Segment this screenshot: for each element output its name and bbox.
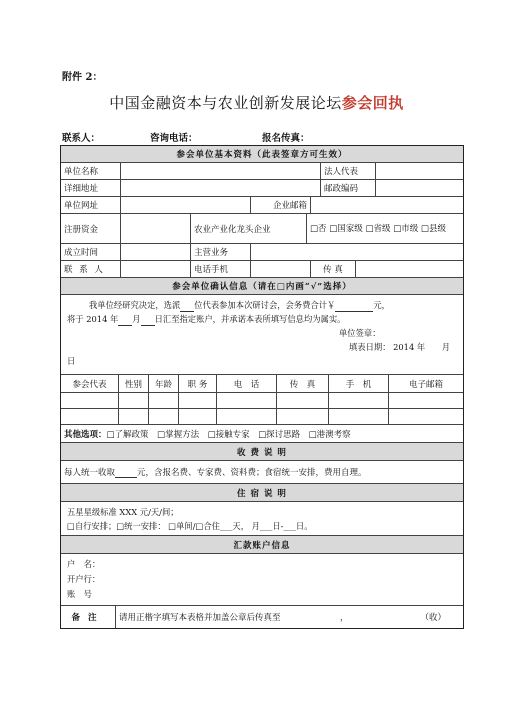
contact-person-label: 联系人： [62,133,101,144]
agri-leader-label: 农业产业化龙头企业 [191,214,307,243]
col-position: 职 务 [179,375,217,392]
account-name-label: 户 名： [67,559,101,569]
col-rep: 参会代表 [61,375,119,392]
fax-label: 报名传真： [262,133,310,144]
legal-rep-field[interactable] [376,163,463,179]
legal-rep-label: 法人代表 [321,163,376,179]
other-options-label: 其他选项： [64,429,107,440]
consult-phone-label: 咨询电话： [150,133,198,144]
col-age: 年龄 [149,375,179,392]
col-mobile: 手 机 [329,375,389,392]
remark-label: 备注 [61,606,116,628]
table-row [61,409,463,425]
section-fee-header: 收 费 说 明 [61,443,463,460]
email-field[interactable] [311,197,463,213]
website-field[interactable] [121,197,251,213]
contact-person-cell-label: 联 系 人 [61,261,121,277]
col-gender: 性别 [119,375,149,392]
capital-label: 注册资金 [61,214,121,243]
page-title [0,92,513,113]
fee-text: 每人统一收取 元，含报名费、专家费、资料费；食宿统一安排，费用自理。 [64,468,367,478]
title-highlight: 参会回执 [341,94,404,112]
unit-name-label: 单位名称 [61,163,121,179]
main-business-label: 主营业务 [191,244,251,260]
confirm-block [61,295,463,374]
sign-line: 单位签章： [339,328,381,338]
other-options[interactable] [61,425,463,442]
registration-form [60,145,464,629]
mobile-label: 电话手机 [191,261,251,277]
contact-person-field[interactable] [121,261,191,277]
main-business-field[interactable] [251,244,463,260]
other-options-list[interactable]: □了解政策 □掌握方法 □接触专家 □探讨思路 □港澳考察 [106,429,351,440]
confirm-line-1: 我单位经研究决定，选派 位代表参加本次研讨会，会务费合计￥ 元， [89,300,390,310]
title-main: 中国金融资本与农业创新发展论坛 [109,94,342,112]
email-label: 企业邮箱 [251,197,311,213]
date-day-line: 日 [67,356,76,366]
website-label: 单位网址 [61,197,121,213]
unit-name-field[interactable] [121,163,321,179]
lodging-options[interactable]: □自行安排；□统一安排： □单间/□合住___天， 月___日-___日。 [67,521,313,531]
address-label: 详细地址 [61,180,121,196]
col-email: 电子邮箱 [408,379,443,390]
bank-label: 开户行： [67,574,101,584]
section-basic-header: 参会单位基本资料（此表签章方可生效） [61,146,463,162]
confirm-line-2: 将于 2014 年 月 日汇至指定账户，并承诺本表所填写信息均为属实。 [67,314,346,324]
mobile-field[interactable] [251,261,311,277]
col-fax: 传 真 [277,375,329,392]
capital-field[interactable] [121,214,191,243]
lodging-block[interactable] [61,502,463,535]
account-number-label: 账 号 [67,589,92,599]
col-phone: 电 话 [217,375,277,392]
fax-cell-label: 传 真 [311,261,356,277]
section-lodging-header: 住 宿 说 明 [61,484,463,501]
founded-field[interactable] [121,244,191,260]
lodging-standard: 五星星级标准 XXX 元/天/间； [67,507,179,517]
postcode-field[interactable] [376,180,463,196]
postcode-label: 邮政编码 [321,180,376,196]
agri-leader-options[interactable]: □否 □国家级 □省级 □市级 □县级 [310,223,446,234]
remark-text: 请用正楷字填写本表格并加盖公章后传真至 ， （收） [119,613,446,623]
founded-label: 成立时间 [61,244,121,260]
section-confirm-header: 参会单位确认信息（请在□内画“√”选择） [61,278,463,294]
date-line: 填表日期： 2014 年 月 [349,342,451,352]
attachment-label: 附件 2： [62,72,103,83]
table-row [61,393,463,409]
bank-block [61,554,463,605]
section-bank-header: 汇款账户信息 [61,536,463,553]
address-field[interactable] [121,180,321,196]
fax-field[interactable] [356,261,463,277]
